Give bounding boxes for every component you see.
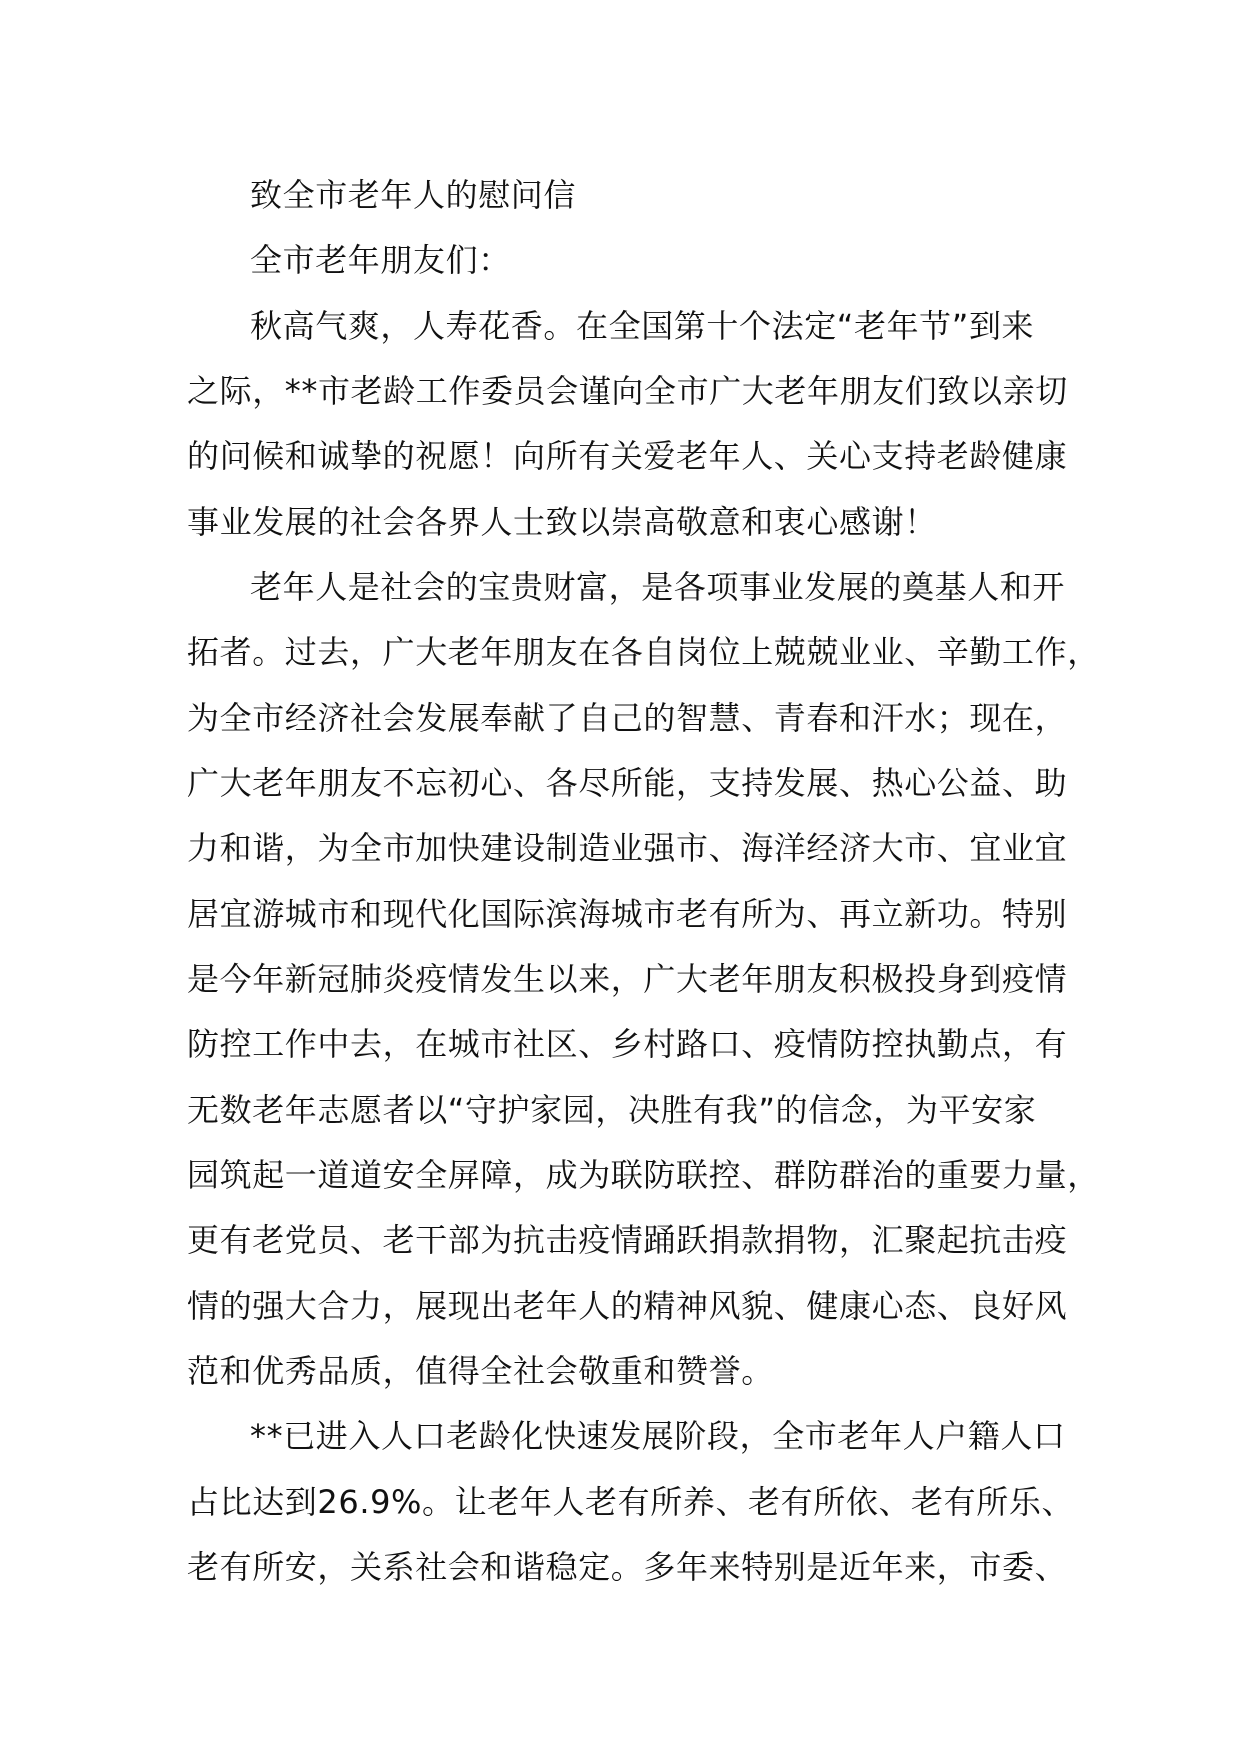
text-line: 范和优秀品质，值得全社会敬重和赞誉。 (187, 1352, 774, 1390)
text-line: 无数老年志愿者以“守护家园，决胜有我”的信念，为平安家 (187, 1091, 1037, 1129)
text-line: 拓者。过去，广大老年朋友在各自岗位上兢兢业业、辛勤工作， (187, 633, 1100, 671)
text-line: 事业发展的社会各界人士致以崇高敬意和衷心感谢！ (187, 503, 937, 541)
text-line: 老有所安，关系社会和谐稳定。多年来特别是近年来，市委、 (187, 1548, 1068, 1586)
letter-title: 致全市老年人的慰问信 (250, 176, 577, 214)
text-line: 占比达到26.9%。让老年人老有所养、老有所依、老有所乐、 (187, 1483, 1075, 1521)
salutation: 全市老年朋友们： (250, 241, 511, 279)
text-line: 情的强大合力，展现出老年人的精神风貌、健康心态、良好风 (187, 1287, 1068, 1325)
text-line: 园筑起一道道安全屏障，成为联防联控、群防群治的重要力量， (187, 1156, 1100, 1194)
text-line: 为全市经济社会发展奉献了自己的智慧、青春和汗水；现在， (187, 699, 1068, 737)
text-line: 更有老党员、老干部为抗击疫情踊跃捐款捐物，汇聚起抗击疫 (187, 1221, 1068, 1259)
text-line: 力和谐，为全市加快建设制造业强市、海洋经济大市、宜业宜 (187, 829, 1068, 867)
text-line: 老年人是社会的宝贵财富，是各项事业发展的奠基人和开 (250, 568, 1066, 606)
text-line: 是今年新冠肺炎疫情发生以来，广大老年朋友积极投身到疫情 (187, 960, 1068, 998)
text-line: 居宜游城市和现代化国际滨海城市老有所为、再立新功。特别 (187, 895, 1068, 933)
text-line: 的问候和诚挚的祝愿！向所有关爱老年人、关心支持老龄健康 (187, 437, 1068, 475)
text-line: 之际，**市老龄工作委员会谨向全市广大老年朋友们致以亲切 (187, 372, 1068, 410)
text-line: **已进入人口老龄化快速发展阶段，全市老年人户籍人口 (250, 1417, 1066, 1455)
text-line: 防控工作中去，在城市社区、乡村路口、疫情防控执勤点，有 (187, 1025, 1068, 1063)
text-line: 广大老年朋友不忘初心、各尽所能，支持发展、热心公益、助 (187, 764, 1068, 802)
text-line: 秋高气爽，人寿花香。在全国第十个法定“老年节”到来 (250, 307, 1035, 345)
